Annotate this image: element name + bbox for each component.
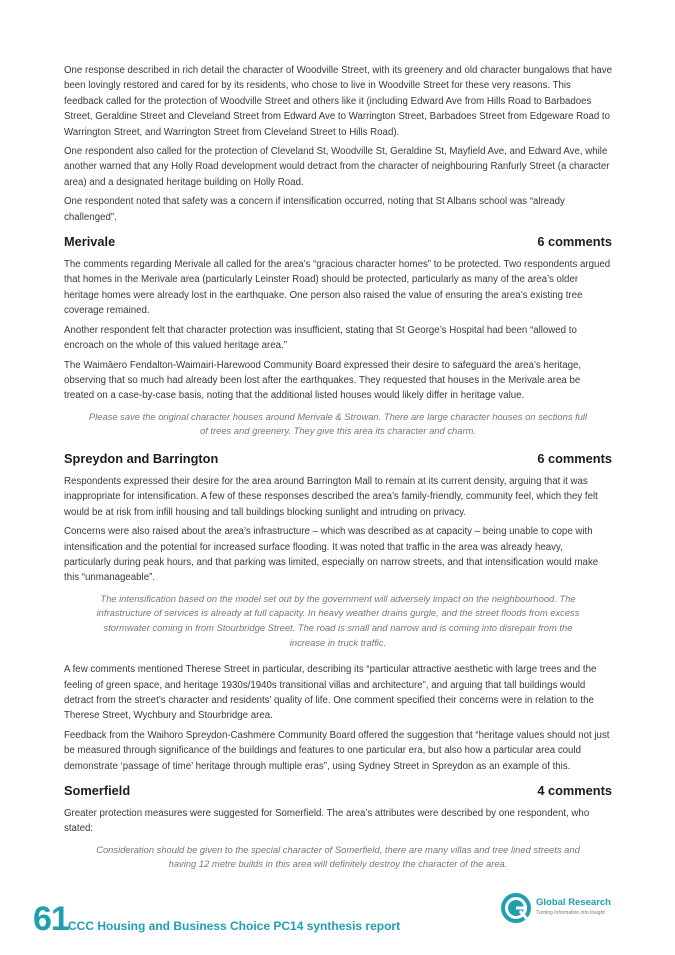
- quote: Please save the original character houses around Merivale & Strowan. There are large character houses on sections full of trees and greenery. They give this area its character and charm.: [88, 410, 588, 437]
- paragraph: A few comments mentioned Therese Street in particular, describing its “particular attractive aesthetic with large trees and the feeling of green space, and heritage 1930s/1940s transitional villas and architecture”, and arguing that tall buildings would detract from the street’s character and residents’ quality of life. One comment specified their concerns were in relation to the Therese Street, Wychbury and Stourbridge area.: [64, 664, 597, 722]
- logo-title: Global Research: [536, 897, 611, 908]
- comment-count: 4 comments: [537, 782, 612, 798]
- section-title: Somerfield: [64, 782, 131, 798]
- section-title: Merivale: [64, 234, 116, 250]
- section-header-merivale: [64, 234, 612, 249]
- paragraph: Greater protection measures were suggested for Somerfield. The area’s attributes were described by one respondent, who stated:: [64, 807, 590, 835]
- paragraph: The comments regarding Merivale all called for the area’s “gracious character homes” to be protected. Two respondents argued that homes in the Merivale area (particularly Leinster Road) should be protected, particularly as many of the area’s older heritage homes were already lost in the earthquake. One person also raised the value of ensuring the area’s existing tree coverage remained.: [64, 259, 611, 317]
- comment-count: 6 comments: [537, 234, 612, 250]
- paragraph: The Waimāero Fendalton-Waimairi-Harewood Community Board expressed their desire to safeguard the area’s heritage, observing that so much had already been lost after the earthquakes. They requested that houses in the Merivale area be treated on a case-by-case basis, noting that the additional listed houses would likely differ in heritage value.: [64, 359, 582, 402]
- quote: The intensification based on the model set out by the government will adversely impact on the neighbourhood. The infrastructure of services is already at full capacity. In heavy weather drains gurgle, and the street floods from excess stormwater coming in from Stourbridge Street. The road is small and narrow and is coming into disrepair from the increase in truck traffic.: [96, 592, 580, 648]
- paragraph: Concerns were also raised about the area’s infrastructure – which was described as at capacity – being unable to cope with intensification and the potential for increased surface flooding. It was noted that traffic in the area was already heavy, particularly during peak hours, and that parking was limited, especially on narrow streets, and that intensification would make this “unmanageable”.: [64, 526, 599, 584]
- quote: Consideration should be given to the special character of Somerfield, there are many villas and tree lined streets and having 12 metre builds in this area will definitely destroy the character of the area.: [96, 843, 580, 870]
- logo-tagline: Turning Information into Insight: [536, 910, 605, 916]
- paragraph: Another respondent felt that character protection was insufficient, stating that St George’s Hospital had been “allowed to encroach on the whole of this valued heritage area.”: [64, 324, 577, 352]
- paragraph: One response described in rich detail the character of Woodville Street, with its greenery and old character bungalows that have been lovingly restored and cared for by its residents, who chose to live in Woodville Street for these very reasons. This feedback called for the protection of Woodville Street and others like it (including Edward Ave from Hills Road to Barbadoes Street, Geraldine Street and Cleveland Street from Edward Ave to Warrington Street, Barbadoes Street from Edgeware Road to Warrington Street, and Warrington Street from Cleveland Street to Hills Road).: [64, 65, 613, 138]
- page-number: 61: [33, 900, 69, 938]
- report-content: [64, 63, 612, 884]
- paragraph: One respondent noted that safety was a concern if intensification occurred, noting that St Albans school was “already challenged”.: [64, 196, 565, 223]
- section-header-spreydon: [64, 451, 612, 466]
- section-title: Spreydon and Barrington: [64, 450, 219, 466]
- paragraph: One respondent also called for the protection of Cleveland St, Woodville St, Geraldine St, Mayfield Ave, and Edward Ave, while another warned that any Holly Road development would detract from the character of neighbouring Ranfurly Street (a character area) and a designated heritage building on Holly Road.: [64, 146, 610, 188]
- report-title: CCC Housing and Business Choice PC14 synthesis report: [68, 919, 401, 933]
- section-header-somerfield: [64, 783, 612, 798]
- comment-count: 6 comments: [537, 450, 612, 466]
- paragraph: Respondents expressed their desire for the area around Barrington Mall to remain at its current density, arguing that it was inappropriate for intensification. A few of these responses described the area’s family-friendly, community feel, which they felt would be at risk from infill housing and tall buildings blocking sunlight and intruding on privacy.: [64, 475, 598, 518]
- global-research-logo: [500, 890, 640, 930]
- paragraph: Feedback from the Waihoro Spreydon-Cashmere Community Board offered the suggestion that “heritage values should not just be measured through significance of the buildings and features to one particular era, but also how a particular area could demonstrate ‘passage of time’ heritage through multiple eras”, using Sydney Street in Spreydon as an example of this.: [64, 729, 610, 772]
- global-research-logo-icon: [500, 892, 532, 924]
